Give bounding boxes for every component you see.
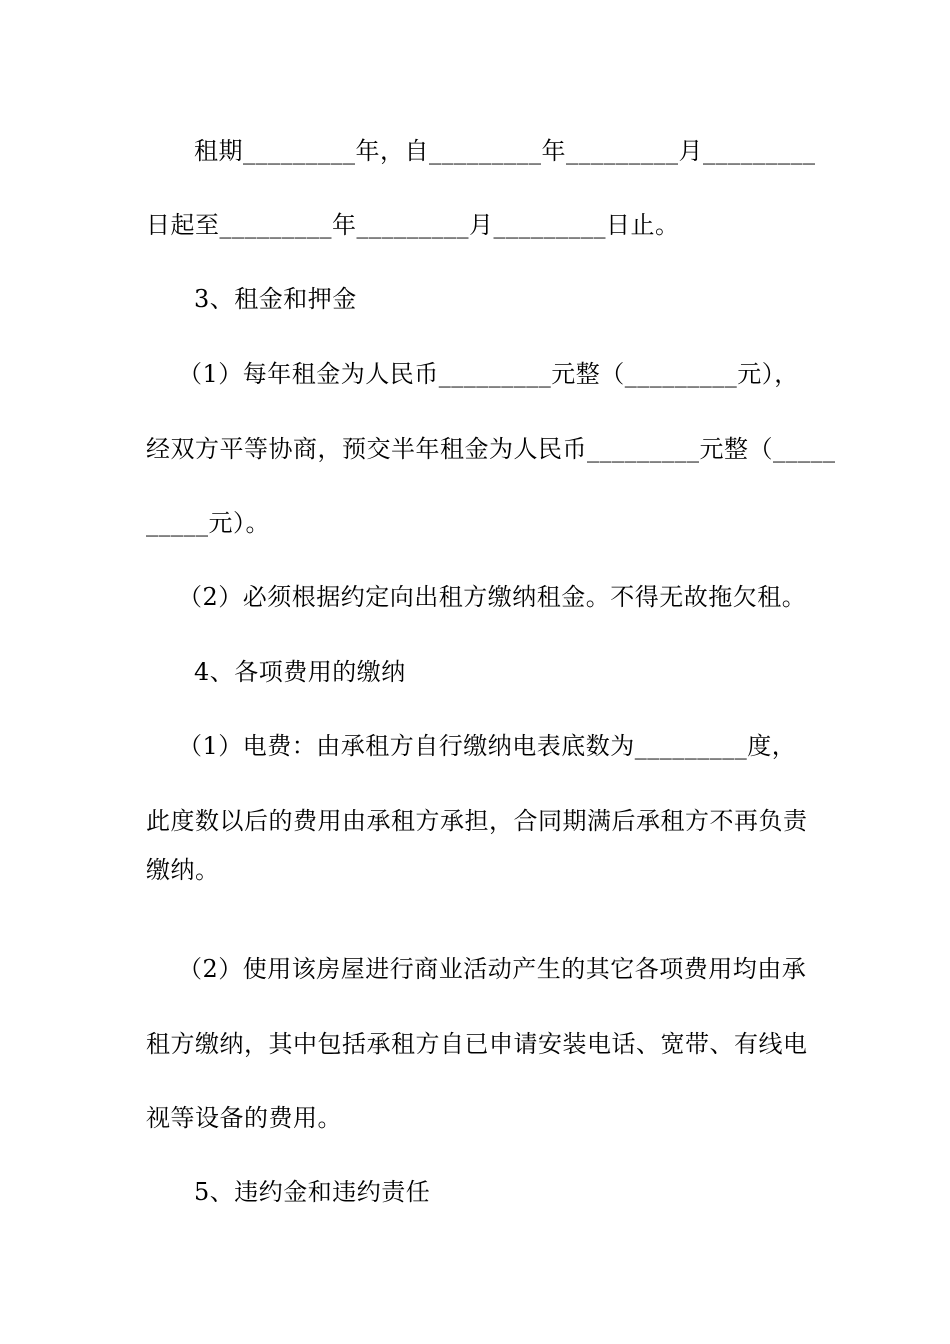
- section-5-heading: 5、违约金和违约责任: [194, 1178, 431, 1206]
- rent-clause-1-line-1: （1）每年租金为人民币_________元整（_________元），: [178, 360, 799, 388]
- fee-clause-2-line-2: 租方缴纳，其中包括承租方自已申请安装电话、宽带、有线电: [146, 1030, 808, 1058]
- fee-clause-2-line-1: （2）使用该房屋进行商业活动产生的其它各项费用均由承: [178, 955, 807, 983]
- rent-clause-1-line-2: 经双方平等协商，预交半年租金为人民币_________元整（_____: [146, 435, 836, 463]
- fee-clause-1-line-1: （1）电费：由承租方自行缴纳电表底数为_________度，: [178, 732, 797, 760]
- section-3-heading: 3、租金和押金: [194, 285, 357, 313]
- fee-clause-1-line-3: 缴纳。: [146, 856, 220, 884]
- fee-clause-2-line-3: 视等设备的费用。: [146, 1104, 342, 1132]
- lease-term-line: 租期_________年，自_________年_________月_________: [194, 137, 816, 165]
- rent-clause-2: （2）必须根据约定向出租方缴纳租金。不得无故拖欠租。: [178, 583, 807, 611]
- section-4-heading: 4、各项费用的缴纳: [194, 658, 406, 686]
- lease-term-end-line: 日起至_________年_________月_________日止。: [146, 211, 680, 239]
- rent-clause-1-line-3: _____元）。: [146, 509, 270, 537]
- fee-clause-1-line-2: 此度数以后的费用由承租方承担，合同期满后承租方不再负责: [146, 807, 808, 835]
